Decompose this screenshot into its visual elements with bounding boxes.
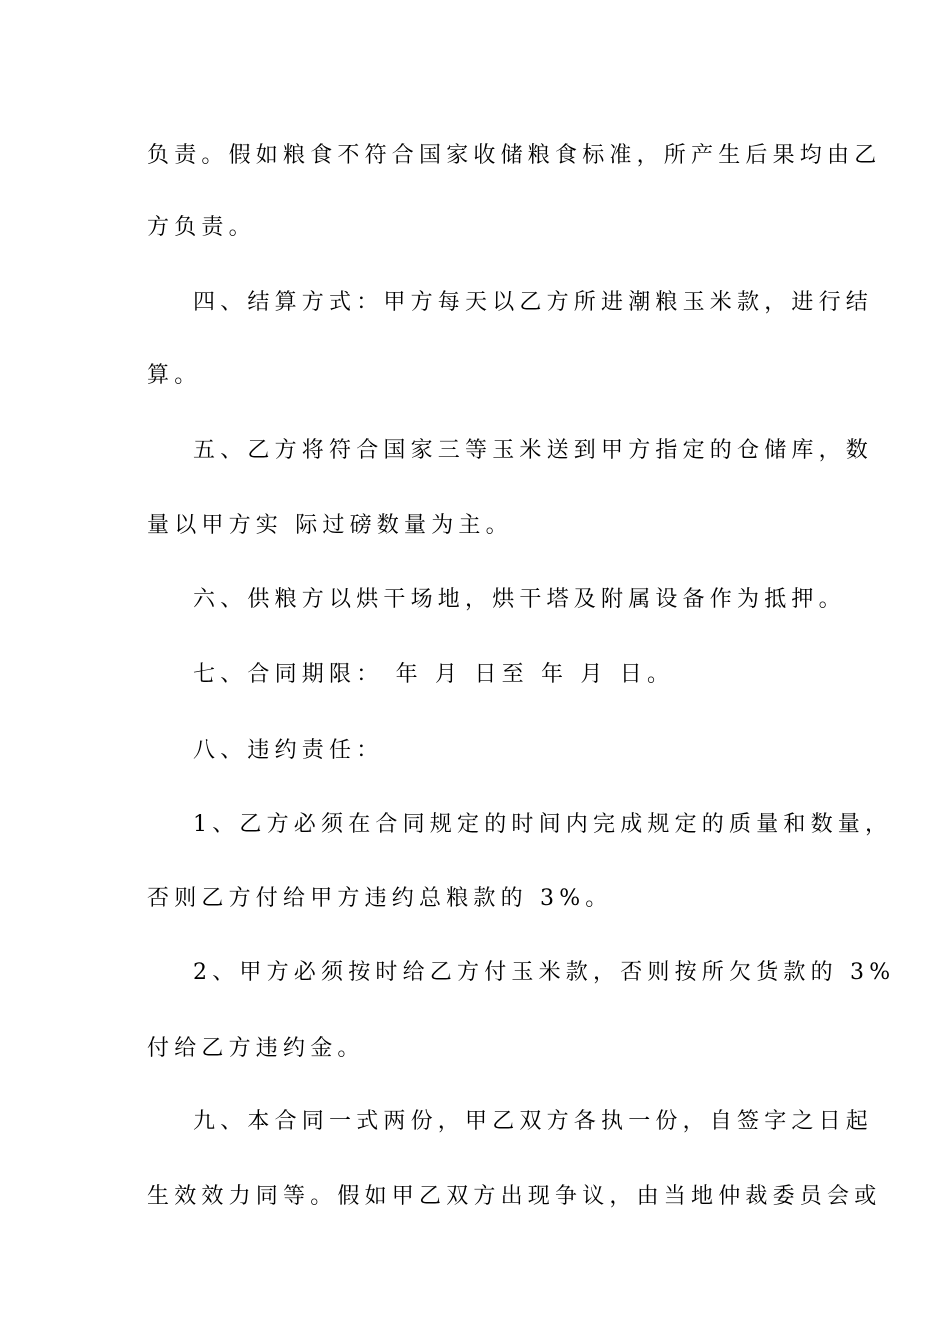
paragraph-line: 量以甲方实 际过磅数量为主。: [147, 513, 513, 538]
section-7-heading: 七、合同期限： 年 月 日至 年 月 日。: [193, 662, 675, 687]
paragraph-line: 否则乙方付给甲方违约总粮款的 3%。: [147, 886, 613, 911]
section-4-heading: 四、结算方式：甲方每天以乙方所进潮粮玉米款，进行结: [193, 290, 874, 315]
paragraph-line: 负责。假如粮食不符合国家收储粮食标准，所产生后果均由乙: [147, 143, 882, 168]
clause-8-1: 1、乙方必须在合同规定的时间内完成规定的质量和数量，: [193, 812, 893, 837]
paragraph-line: 方负责。: [147, 215, 256, 240]
clause-8-2: 2、甲方必须按时给乙方付玉米款，否则按所欠货款的 3%: [193, 960, 896, 985]
section-6-heading: 六、供粮方以烘干场地，烘干塔及附属设备作为抵押。: [193, 587, 846, 612]
section-9-heading: 九、本合同一式两份，甲乙双方各执一份，自签字之日起: [193, 1109, 874, 1134]
section-5-heading: 五、乙方将符合国家三等玉米送到甲方指定的仓储库，数: [193, 438, 874, 463]
section-8-heading: 八、违约责任：: [193, 738, 384, 763]
paragraph-line: 付给乙方违约金。: [147, 1036, 365, 1061]
paragraph-line: 生效效力同等。假如甲乙双方出现争议，由当地仲裁委员会或: [147, 1184, 882, 1209]
paragraph-line: 算。: [147, 363, 202, 388]
